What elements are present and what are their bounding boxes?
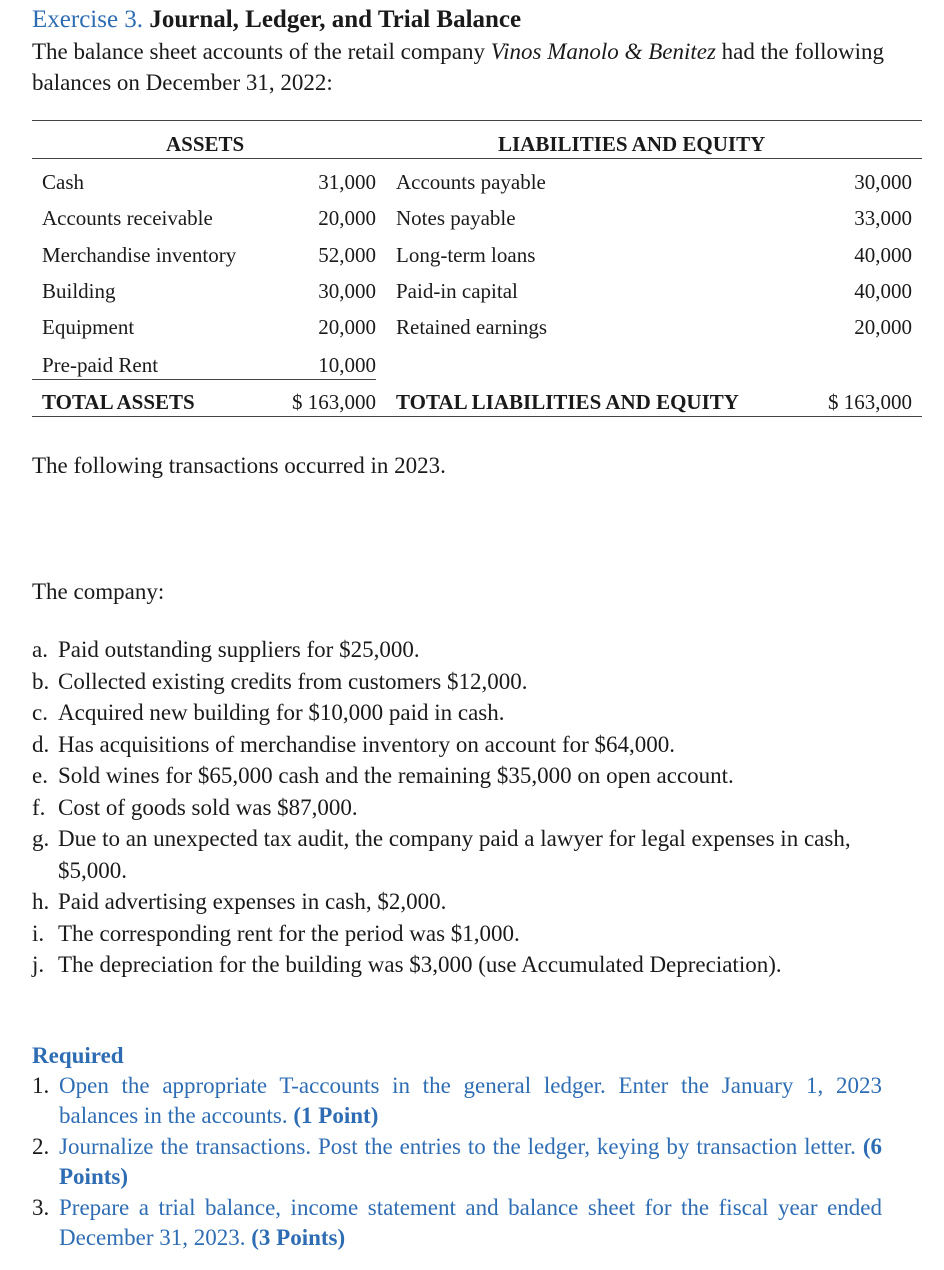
table-bottom-rule: [32, 416, 922, 417]
list-item: [32, 1132, 882, 1192]
asset-name: Building: [42, 279, 116, 303]
list-item: [32, 949, 884, 981]
item-label: c.: [32, 700, 48, 725]
item-points: (6 Points): [59, 1134, 882, 1189]
item-text: Prepare a trial balance, income statement and balance sheet for the fiscal year ended December 31, 2023.: [59, 1195, 882, 1250]
asset-value: 20,000: [318, 206, 376, 230]
liability-value: 40,000: [854, 279, 912, 303]
transactions-list: [32, 634, 884, 981]
item-text: Paid advertising expenses in cash, $2,000.: [58, 889, 447, 914]
transactions-intro: The following transactions occurred in 2023.: [32, 453, 446, 478]
asset-value: 20,000: [318, 315, 376, 339]
list-item: [32, 1193, 882, 1253]
liability-value: 20,000: [854, 315, 912, 339]
item-label: i.: [32, 920, 45, 946]
list-item: [32, 729, 884, 761]
asset-name: Accounts receivable: [42, 206, 213, 230]
item-text: Has acquisitions of merchandise inventory on account for $64,000.: [58, 731, 676, 757]
asset-name: Pre-paid Rent: [42, 353, 159, 377]
company-intro: The company:: [32, 579, 165, 604]
intro-text-end: had the following balances on December 31, 2022:: [32, 39, 884, 95]
item-text: The corresponding rent for the period was $1,000.: [58, 920, 520, 946]
liability-name: Retained earnings: [396, 315, 548, 339]
item-label: 3.: [32, 1195, 50, 1220]
item-label: a.: [32, 637, 48, 662]
liability-name: Accounts payable: [396, 170, 546, 194]
item-label: f.: [32, 794, 46, 820]
liabilities-header: LIABILITIES AND EQUITY: [498, 132, 766, 156]
intro-paragraph: [32, 36, 884, 98]
assets-header: ASSETS: [166, 132, 245, 156]
liability-name: Paid-in capital: [396, 279, 518, 303]
total-liabilities-value: $ 163,000: [828, 390, 912, 414]
header-bottom-rule: [32, 158, 922, 159]
item-label: 2.: [32, 1134, 50, 1159]
required-list: [32, 1071, 882, 1254]
exercise-label: Exercise 3.: [32, 6, 144, 33]
item-text: Collected existing credits from customers $12,000.: [58, 668, 528, 694]
asset-name: Cash: [42, 170, 84, 194]
asset-name: Merchandise inventory: [42, 243, 237, 267]
item-label: j.: [32, 952, 45, 977]
list-item: [32, 1071, 882, 1131]
exercise-title: [32, 4, 521, 36]
list-item: [32, 697, 884, 729]
liability-name: Long-term loans: [396, 243, 536, 267]
list-item: [32, 886, 884, 918]
item-text: Sold wines for $65,000 cash and the remaining $35,000 on open account.: [58, 763, 734, 788]
liability-name: Notes payable: [396, 206, 516, 230]
list-item: [32, 792, 884, 824]
item-text: Paid outstanding suppliers for $25,000.: [58, 637, 420, 662]
item-label: h.: [32, 889, 50, 914]
assets-subtotal-rule: [32, 379, 376, 380]
total-liabilities-label: TOTAL LIABILITIES AND EQUITY: [396, 390, 739, 414]
list-item: [32, 760, 884, 792]
list-item: [32, 666, 884, 698]
total-assets-label: TOTAL ASSETS: [42, 390, 195, 414]
item-points: (3 Points): [251, 1225, 346, 1250]
item-text: Open the appropriate T-accounts in the general ledger. Enter the January 1, 2023 balances in the accounts.: [59, 1073, 882, 1128]
list-item: [32, 634, 884, 666]
item-label: 1.: [32, 1073, 50, 1098]
item-text: Acquired new building for $10,000 paid in cash.: [58, 700, 505, 725]
asset-value: 10,000: [318, 353, 376, 377]
item-text: Due to an unexpected tax audit, the company paid a lawyer for legal expenses in cash, $5,000.: [58, 826, 851, 883]
item-text: Journalize the transactions. Post the entries to the ledger, keying by transaction letter.: [59, 1134, 863, 1159]
item-points: (1 Point): [293, 1103, 379, 1128]
asset-value: 52,000: [318, 243, 376, 267]
item-label: e.: [32, 763, 48, 788]
list-item: [32, 918, 884, 950]
item-label: b.: [32, 668, 50, 694]
list-item: [32, 823, 884, 886]
liability-value: 30,000: [854, 170, 912, 194]
exercise-heading: Journal, Ledger, and Trial Balance: [149, 6, 522, 33]
asset-name: Equipment: [42, 315, 135, 339]
asset-value: 31,000: [318, 170, 376, 194]
asset-value: 30,000: [318, 279, 376, 303]
liability-value: 33,000: [854, 206, 912, 230]
item-label: g.: [32, 826, 50, 851]
required-title: Required: [32, 1043, 124, 1068]
item-text: Cost of goods sold was $87,000.: [58, 794, 358, 820]
item-text: The depreciation for the building was $3,000 (use Accumulated Depreciation).: [58, 952, 782, 977]
intro-text-start: The balance sheet accounts of the retail company: [32, 39, 491, 64]
company-name: Vinos Manolo & Benitez: [490, 39, 716, 64]
item-label: d.: [32, 731, 50, 757]
liability-value: 40,000: [854, 243, 912, 267]
total-assets-value: $ 163,000: [292, 390, 376, 414]
table-top-rule: [32, 120, 922, 121]
